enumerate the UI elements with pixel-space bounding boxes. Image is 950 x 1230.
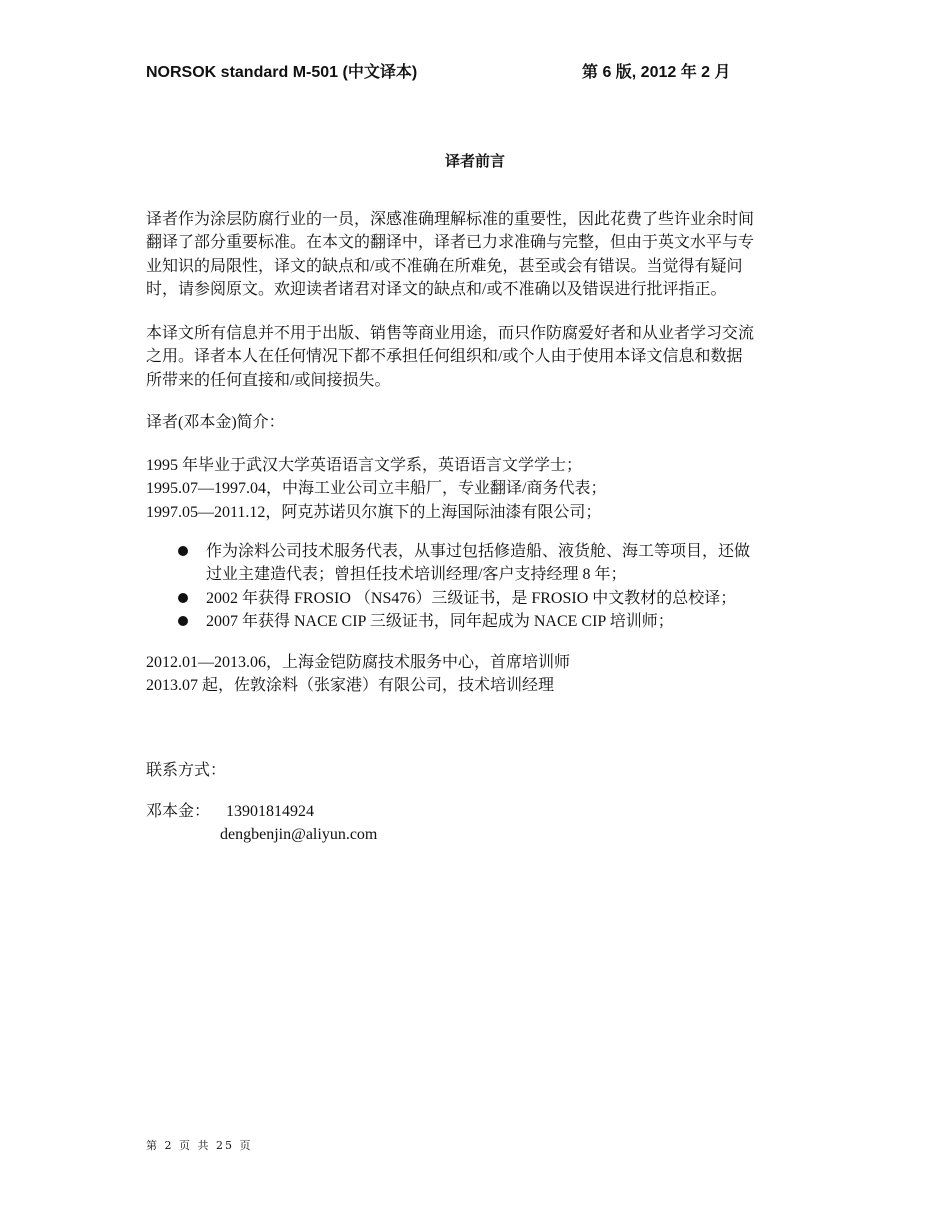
text-line: 作为涂料公司技术服务代表，从事过包括修造船、液货舱、海工等项目，还做 [206, 543, 751, 560]
disclaimer-paragraph [146, 322, 808, 392]
text-line: 时，请参阅原文。欢迎读者诸君对译文的缺点和/或不准确以及错误进行批评指正。 [146, 280, 727, 298]
career-later-list [146, 651, 808, 698]
text-line: 业知识的局限性，译文的缺点和/或不准确在所难免，甚至或会有错误。当觉得有疑问 [146, 257, 743, 275]
intro-paragraph [146, 208, 808, 301]
text-line: 过业主建造代表；曾担任技术培训经理/客户支持经理 8 年； [206, 566, 627, 584]
list-item [146, 540, 808, 587]
career-item: 2012.01—2013.06，上海金铠防腐技术服务中心，首席培训师 [146, 654, 571, 671]
career-item: 2013.07 起，佐敦涂料（张家港）有限公司，技术培训经理 [146, 677, 555, 695]
contact-email: dengbenjin@aliyun.com [220, 826, 378, 843]
page-number-footer: 第 2 页 共 25 页 [146, 1139, 253, 1152]
bio-heading-text: 译者(邓本金)简介： [146, 414, 285, 431]
text-line: 翻译了部分重要标准。在本文的翻译中，译者已力求准确与完整，但由于英文水平与专 [146, 234, 755, 252]
header-standard-title: NORSOK standard M-501 (中文译本) [146, 64, 418, 81]
text-line: 2002 年获得 FROSIO （NS476）三级证书，是 FROSIO 中文教材的总校译； [206, 589, 737, 607]
header-edition-date: 第 6 版, 2012 年 2 月 [582, 64, 731, 81]
bullet-icon [178, 546, 188, 556]
contact-phone: 13901814924 [226, 803, 314, 820]
text-line: 译者作为涂层防腐行业的一员，深感准确理解标准的重要性，因此花费了些许业余时间 [146, 211, 755, 228]
bullet-icon [178, 616, 188, 626]
contact-name: 邓本金： [146, 803, 211, 820]
career-item: 1995.07—1997.04，中海工业公司立丰船厂，专业翻译/商务代表； [146, 480, 607, 498]
bio-heading [146, 411, 808, 434]
career-item: 1995 年毕业于武汉大学英语语言文学系，英语语言文学学士； [146, 457, 583, 474]
list-item [146, 587, 808, 610]
text-line: 2007 年获得 NACE CIP 三级证书，同年起成为 NACE CIP 培训师； [206, 612, 674, 630]
text-line: 本译文所有信息并不用于出版、销售等商业用途，而只作防腐爱好者和从业者学习交流 [146, 325, 755, 342]
text-line: 之用。译者本人在任何情况下都不承担任何组织和/或个人由于使用本译文信息和数据 [146, 348, 743, 366]
list-item [146, 610, 808, 633]
contact-heading-text: 联系方式： [146, 762, 227, 779]
text-line: 所带来的任何直接和/或间接损失。 [146, 371, 391, 389]
career-item: 1997.05—2011.12，阿克苏诺贝尔旗下的上海国际油漆有限公司； [146, 503, 602, 521]
page-title: 译者前言 [444, 152, 505, 170]
achievement-bullet-list [146, 540, 808, 633]
bullet-icon [178, 593, 188, 603]
contact-heading [146, 759, 808, 782]
career-list [146, 454, 808, 524]
